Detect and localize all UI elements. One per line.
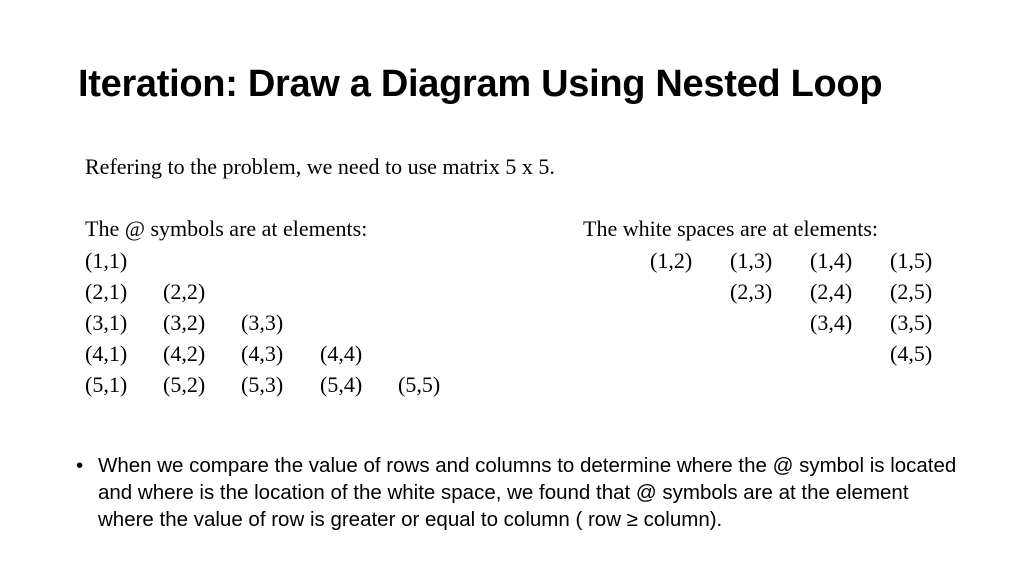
bullet-point <box>76 452 966 533</box>
at-symbol-element: (5,1) <box>85 372 128 397</box>
at-symbol-element: (5,2) <box>163 372 206 397</box>
at-symbol-element: (2,1) <box>85 279 128 304</box>
white-space-element: (2,4) <box>810 279 853 304</box>
white-space-element: (1,3) <box>730 248 773 273</box>
figure-intro-text: Refering to the problem, we need to use matrix 5 x 5. <box>85 154 555 179</box>
at-symbol-element: (1,1) <box>85 248 128 273</box>
at-symbol-element: (4,3) <box>241 341 284 366</box>
white-space-element: (1,5) <box>890 248 933 273</box>
at-symbol-element: (4,4) <box>320 341 363 366</box>
white-space-element: (2,5) <box>890 279 933 304</box>
at-symbol-element: (4,1) <box>85 341 128 366</box>
white-space-element: (1,2) <box>650 248 693 273</box>
at-symbol-element: (5,4) <box>320 372 363 397</box>
at-symbol-element: (3,1) <box>85 310 128 335</box>
at-symbol-element: (5,3) <box>241 372 284 397</box>
white-space-element: (3,5) <box>890 310 933 335</box>
slide-title: Iteration: Draw a Diagram Using Nested Loop <box>78 63 883 105</box>
white-spaces-heading: The white spaces are at elements: <box>583 216 879 241</box>
at-symbol-element: (4,2) <box>163 341 206 366</box>
white-space-element: (2,3) <box>730 279 773 304</box>
at-symbol-element: (5,5) <box>398 372 441 397</box>
white-space-element: (1,4) <box>810 248 853 273</box>
at-symbols-heading: The @ symbols are at elements: <box>85 216 368 241</box>
white-space-element: (3,4) <box>810 310 853 335</box>
at-symbol-element: (3,3) <box>241 310 284 335</box>
at-symbol-element: (3,2) <box>163 310 206 335</box>
at-symbol-element: (2,2) <box>163 279 206 304</box>
bullet-marker: • <box>76 454 84 477</box>
bullet-text: When we compare the value of rows and columns to determine where the @ symbol is located and where is the location of the white space, we found that @ symbols are at the element where the value of row is greater or equal to column ( row ≥ column). <box>98 454 957 531</box>
white-space-element: (4,5) <box>890 341 933 366</box>
